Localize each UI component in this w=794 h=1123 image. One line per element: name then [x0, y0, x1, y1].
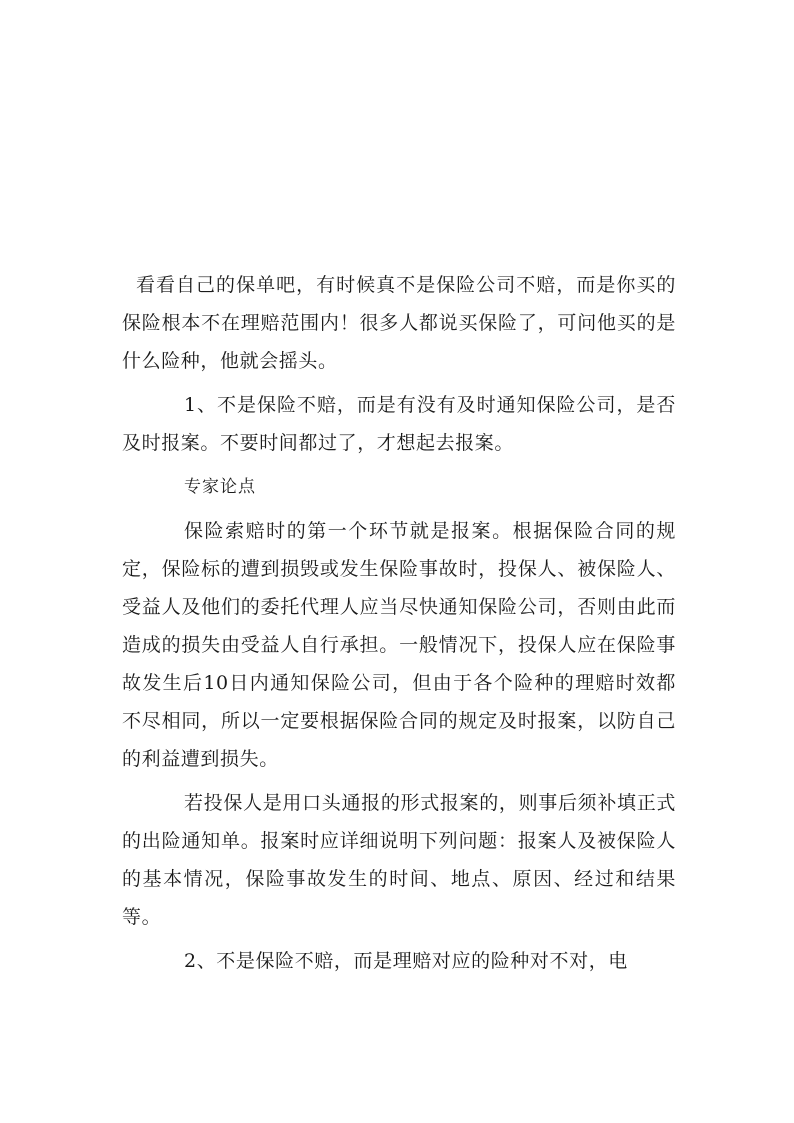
document-body — [122, 266, 676, 986]
paragraph-intro: 看看自己的保单吧，有时候真不是保险公司不赔，而是你买的保险根本不在理赔范围内！很多人都说买保险了，可问他买的是什么险种，他就会摇头。 — [122, 274, 676, 372]
paragraph-point-1: 1、不是保险不赔，而是有没有及时通知保险公司，是否及时报案。不要时间都过了，才想起去报案。 — [122, 394, 676, 454]
paragraph-claim-report: 保险索赔时的第一个环节就是报案。根据保险合同的规定，保险标的遭到损毁或发生保险事故时，投保人、被保险人、受益人及他们的委托代理人应当尽快通知保险公司，否则由此而造成的损失由受益人自行承担。一般情况下，投保人应在保险事故发生后10日内通知保险公司，但由于各个险种的理赔时效都不尽相同，所以一定要根据保险合同的规定及时报案，以防自己的利益遭到损失。 — [122, 520, 676, 770]
section-heading-expert: 专家论点 — [184, 477, 256, 497]
paragraph-oral-report: 若投保人是用口头通报的形式报案的，则事后须补填正式的出险通知单。报案时应详细说明下列问题：报案人及被保险人的基本情况，保险事故发生的时间、地点、原因、经过和结果等。 — [122, 792, 676, 928]
paragraph-point-2: 2、不是保险不赔，而是理赔对应的险种对不对，电 — [184, 950, 628, 972]
